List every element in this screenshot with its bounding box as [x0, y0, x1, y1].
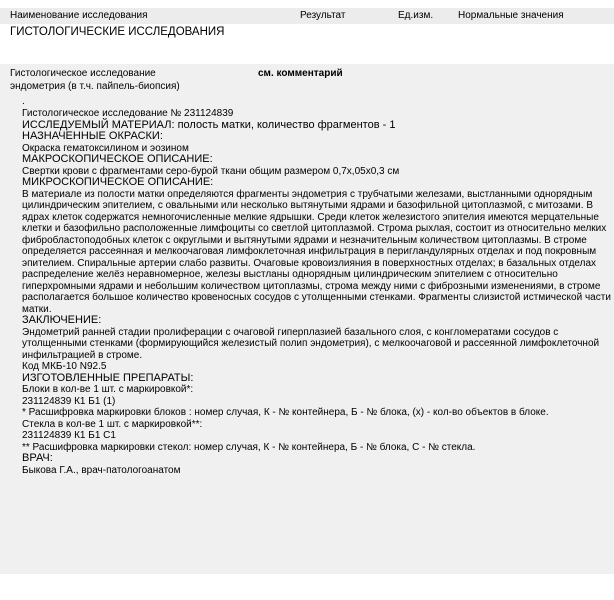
column-header-name: Наименование исследования [10, 10, 148, 21]
stains-title: НАЗНАЧЕННЫЕ ОКРАСКИ: [22, 130, 163, 142]
test-name-line-1: Гистологическое исследование [10, 68, 156, 79]
preparations-title: ИЗГОТОВЛЕННЫЕ ПРЕПАРАТЫ: [22, 371, 194, 384]
test-result: см. комментарий [258, 68, 343, 79]
micro-title: МИКРОСКОПИЧЕСКОЕ ОПИСАНИЕ: [22, 176, 214, 188]
slides-line: Стекла в кол-ве 1 шт. с маркировкой**: [22, 418, 203, 430]
column-header-unit: Ед.изм. [398, 10, 434, 21]
slides-code: 231124839 К1 Б1 С1 [22, 430, 116, 441]
macro-title: МАКРОСКОПИЧЕСКОЕ ОПИСАНИЕ: [22, 153, 213, 165]
column-header-result: Результат [300, 10, 346, 21]
micro-text: В материале из полости матки определяются фрагменты эндометрия с трубчатыми железами, выстланными однорядным цилиндрическим эпителием, с овальными или несколько вытянутыми ядрами и базофильной цитоплазмой, с митозами. В ядрах клеток содержатся немногочисленные мелкие ядрышки. Среди клеток железистого эпителия имеются мерцательные клетки и базофильно расположенные лимфоциты со светлой цитоплазмой. Строма рыхлая, состоит из относительно мелких фибробластоподобных клеток с округлыми и вытянутыми ядрами и незначительным количеством цитоплазмы. В строме определяется рассеянная и мелкоочаговая лимфоклеточная инфильтрация в перигландулярных отделах и под покровным эпителием. Спиральные артерии слабо развиты. Очаговые кровоизлияния в поверхностных отделах; в базальных отделах распределение желёз неравномерное, железы выстланы однорядным цилиндрическим эпителием с относительно гиперхромными ядрами и небольшим количеством цитоплазмы, строма между ними с фиброзными изменениями, в строме располагается большое количество кровеносных сосудов с утолщенными стенками. Фрагменты слизистой истмической части матки. [22, 188, 611, 315]
test-name-line-2: эндометрия (в т.ч. пайпель-биопсия) [10, 81, 180, 92]
conclusion-text: Эндометрий ранней стадии пролиферации с очаговой гиперплазией базального слоя, с конгломератами сосудов с утолщенными стенками (формирующийся железистый полип эндометрия), с мелкоочаговой и рассеянной лимфоклеточной инфильтрацией в строме. [22, 326, 600, 361]
doctor-title: ВРАЧ: [22, 452, 53, 464]
blocks-note: * Расшифровка маркировки блоков : номер случая, К - № контейнера, Б - № блока, (х) - кол-во объектов в блоке. [22, 407, 549, 418]
material-line: ИССЛЕДУЕМЫЙ МАТЕРИАЛ: полость матки, количество фрагментов - 1 [22, 118, 396, 131]
report-number: Гистологическое исследование № 231124839 [22, 108, 234, 119]
blocks-line: Блоки в кол-ве 1 шт. с маркировкой*: [22, 384, 194, 395]
test-name [10, 67, 230, 93]
section-title: ГИСТОЛОГИЧЕСКИЕ ИССЛЕДОВАНИЯ [10, 26, 225, 38]
bullet-mark: . [22, 96, 25, 107]
column-header-norm: Нормальные значения [458, 10, 564, 21]
icd-code: Код МКБ-10 N92.5 [22, 361, 107, 372]
report-text [22, 108, 612, 476]
conclusion-title: ЗАКЛЮЧЕНИЕ: [22, 314, 102, 326]
stains-text: Окраска гематоксилином и эозином [22, 142, 189, 154]
blocks-code: 231124839 К1 Б1 (1) [22, 395, 116, 407]
doctor-name: Быкова Г.А., врач-патологоанатом [22, 464, 181, 476]
table-header [0, 8, 614, 24]
macro-text: Свертки крови с фрагментами серо-бурой ткани общим размером 0,7х,05х0,3 см [22, 165, 400, 177]
slides-note: ** Расшифровка маркировки стекол: номер случая, К - № контейнера, Б - № блока, С - № стекла. [22, 441, 476, 453]
